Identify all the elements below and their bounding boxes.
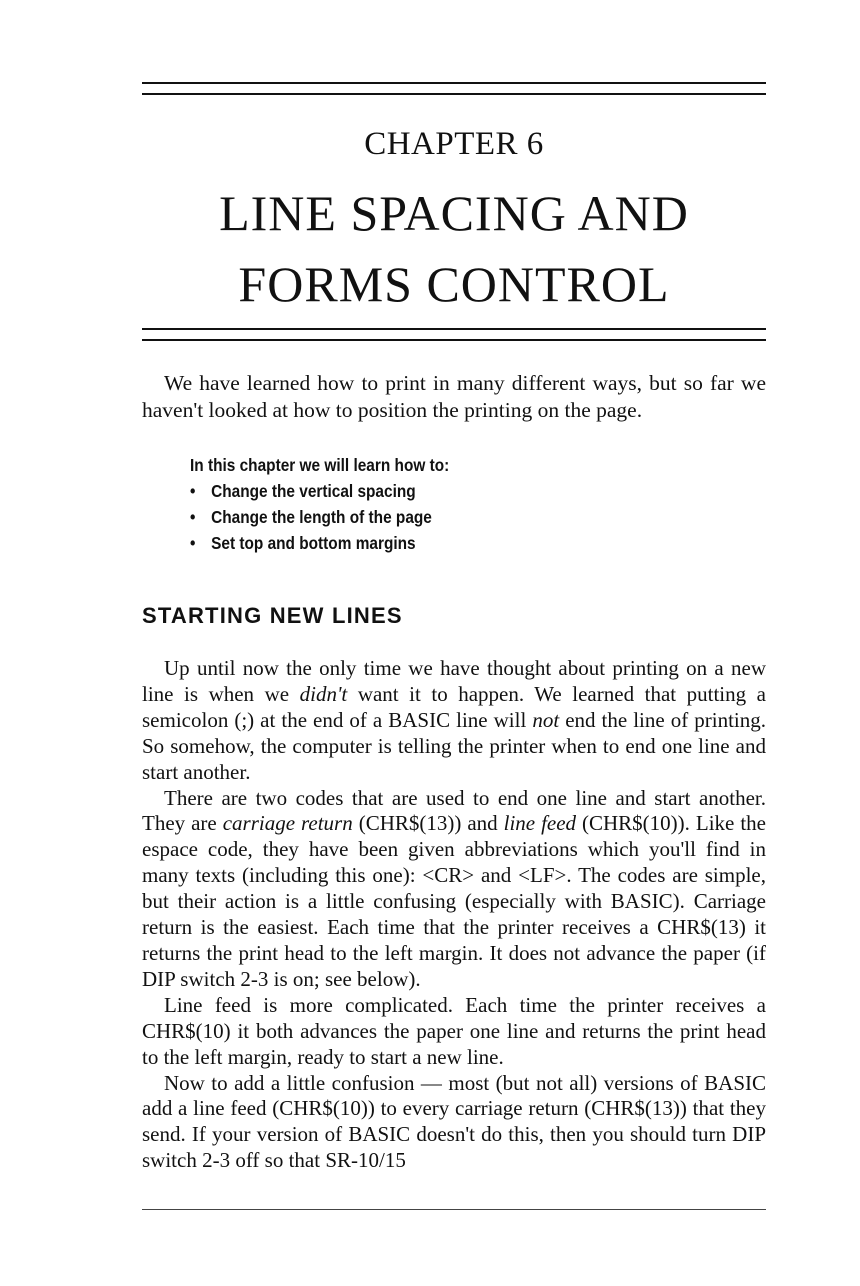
p2-emphasis-carriage-return: carriage return xyxy=(222,811,353,836)
p1-emphasis-didnt: didn't xyxy=(299,681,348,706)
objectives-heading: In this chapter we will learn how to: xyxy=(190,455,450,475)
p1-emphasis-not: not xyxy=(532,707,560,732)
intro-paragraph: We have learned how to print in many different ways, but so far we haven't looked at how to position the printing on the page. xyxy=(142,371,766,422)
section-heading: STARTING NEW LINES xyxy=(142,603,403,628)
objective-item: • Change the vertical spacing xyxy=(190,478,683,504)
title-rule xyxy=(142,328,766,330)
body-paragraph-3: Line feed is more complicated. Each time the printer receives a CHR$(10) it both advances the paper one line and returns the print head to the left margin, ready to start a new line. xyxy=(142,992,766,1069)
body-paragraph-2 xyxy=(142,786,766,993)
objectives-list xyxy=(190,478,683,556)
p2-text-b: (CHR$(13)) and xyxy=(352,811,504,836)
chapter-objectives xyxy=(190,452,683,556)
book-page xyxy=(142,0,766,1286)
p2-emphasis-line-feed: line feed xyxy=(503,811,577,836)
body-paragraph-1 xyxy=(142,656,766,786)
objective-item: • Change the length of the page xyxy=(190,504,683,530)
chapter-title-line2: FORMS CONTROL xyxy=(238,256,670,312)
p2-text-a: There are two codes that are used to end one line and start another. They are xyxy=(142,785,766,836)
p2-text-c: (CHR$(10)). Like the espace code, they have been given abbreviations which you'll find in many texts (including this one): <CR> and <LF>. The codes are simple, but their action is a little confusing (especially with BASIC). Carriage return is the easiest. Each time that the printer receives a CHR$(13) it returns the print head to the left margin. It does not advance the paper (if DIP switch 2-3 is on; see below). xyxy=(142,811,766,991)
top-rule-thin xyxy=(142,93,766,95)
body-paragraph-4: Now to add a little confusion — most (but not all) versions of BASIC add a line feed (CHR$(10)) to every carriage return (CHR$(13)) that they send. If your version of BASIC doesn't do this, then you should turn DIP switch 2-3 off so that SR-10/15 xyxy=(142,1070,766,1173)
chapter-label: CHAPTER 6 xyxy=(364,126,544,162)
p1-text-b: want it to happen. We learned that putting a semicolon (;) at the end of a BASIC line will xyxy=(142,681,766,732)
bottom-rule xyxy=(142,1209,766,1210)
section-body xyxy=(142,656,766,1174)
objective-item: • Set top and bottom margins xyxy=(190,530,683,556)
title-rule-thin xyxy=(142,339,766,341)
chapter-title-line1: LINE SPACING AND xyxy=(219,185,689,241)
p1-text-c: end the line of printing. So somehow, the computer is telling the printer when to end one line and start another. xyxy=(142,707,766,784)
top-rule xyxy=(142,82,766,84)
p1-text-a: Up until now the only time we have thought about printing on a new line is when we xyxy=(142,656,766,706)
